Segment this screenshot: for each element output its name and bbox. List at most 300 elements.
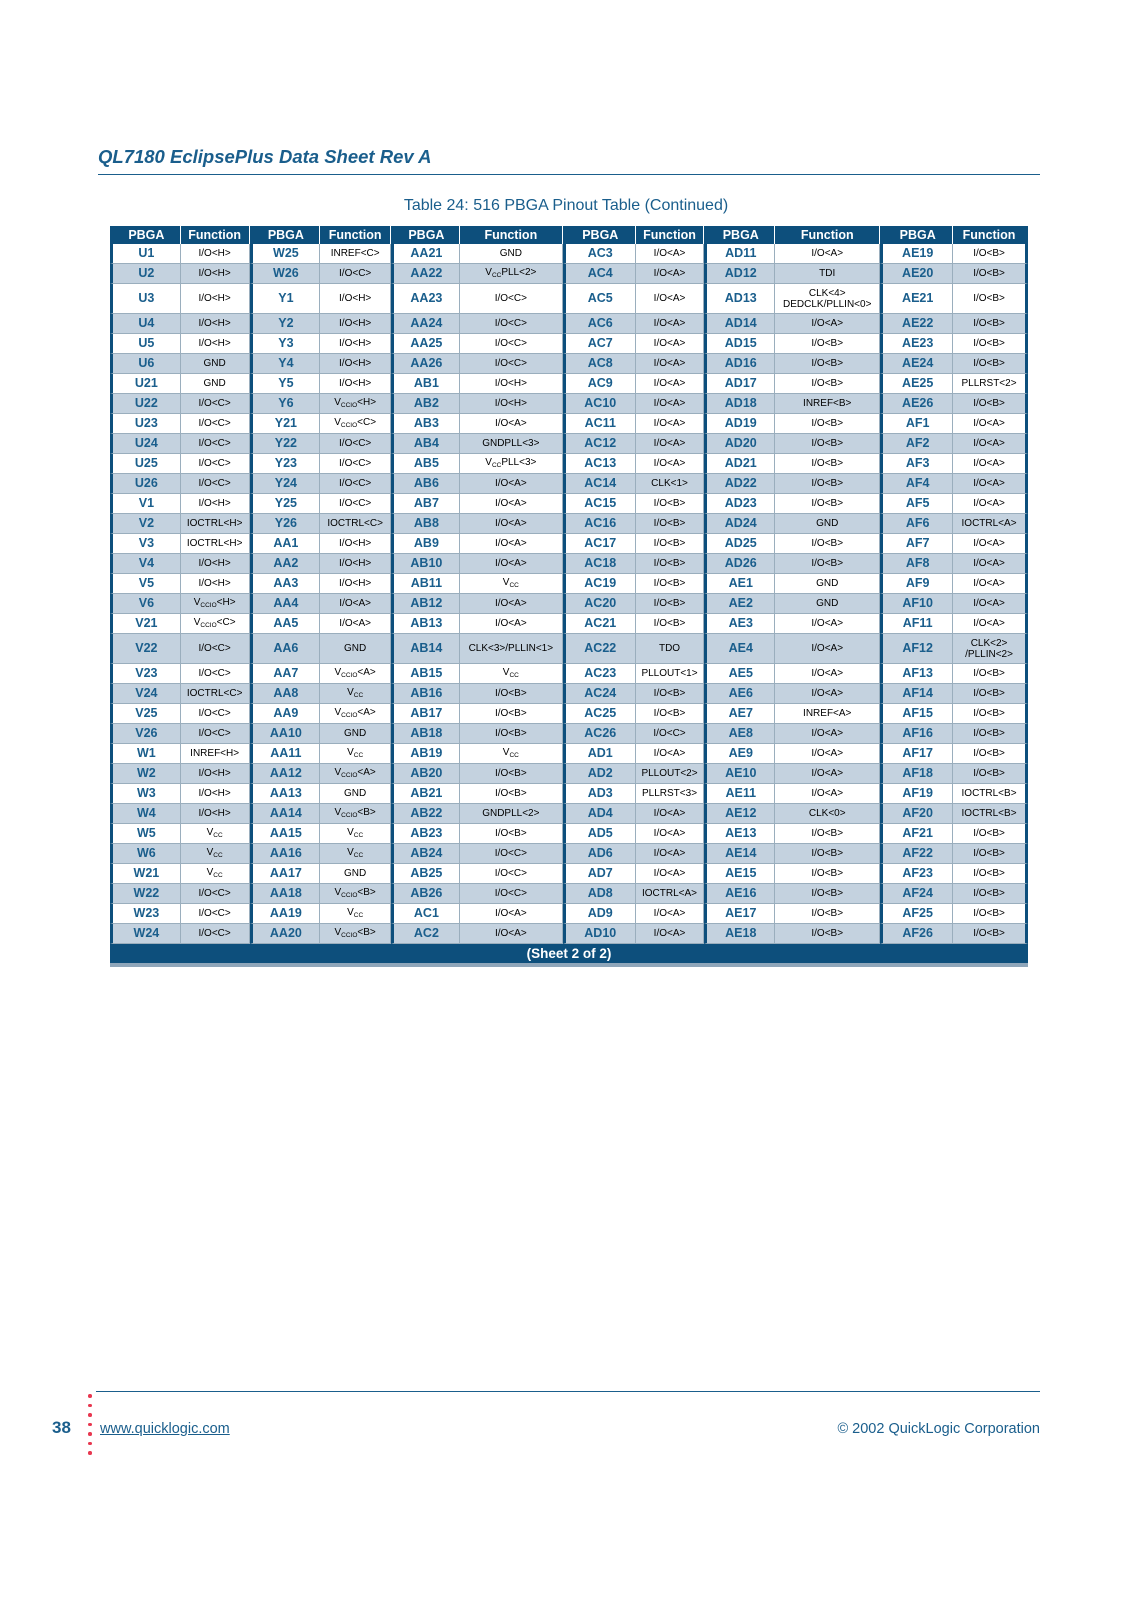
function-cell: $V_{CC}$ [460, 574, 563, 594]
function-cell: $V_{CC}$ [320, 904, 391, 924]
function-cell: I/O<A> [953, 494, 1028, 514]
function-cell: I/O<B> [953, 904, 1028, 924]
function-cell: I/O<B> [460, 824, 563, 844]
function-cell: I/O<A> [636, 924, 705, 944]
function-cell: I/O<A> [953, 414, 1028, 434]
pin-cell: AE12 [704, 804, 775, 824]
function-cell: $V_{CCIO}<H>$ [181, 594, 250, 614]
pin-cell: AE14 [704, 844, 775, 864]
function-cell: I/O<B> [636, 554, 705, 574]
table-row [110, 744, 1028, 764]
table-row [110, 574, 1028, 594]
pin-cell: U4 [110, 314, 181, 334]
function-cell: IOCTRL<B> [953, 784, 1028, 804]
pin-cell: AC10 [563, 394, 636, 414]
pin-cell: AF24 [880, 884, 953, 904]
function-cell: I/O<A> [460, 494, 563, 514]
function-cell: PLLRST<3> [636, 784, 705, 804]
pin-cell: AB24 [391, 844, 460, 864]
table-row [110, 394, 1028, 414]
function-cell: I/O<B> [953, 824, 1028, 844]
function-cell: GND [775, 574, 880, 594]
pin-cell: AD18 [704, 394, 775, 414]
function-cell: $V_{CCIO}<C>$ [181, 614, 250, 634]
column-header: PBGA [563, 226, 636, 244]
table-caption: Table 24: 516 PBGA Pinout Table (Continued) [403, 197, 729, 214]
function-cell: I/O<H> [181, 574, 250, 594]
function-cell: GNDPLL<3> [460, 434, 563, 454]
column-header: Function [775, 226, 880, 244]
function-cell: I/O<C> [320, 494, 391, 514]
table-row [110, 664, 1028, 684]
table-row [110, 354, 1028, 374]
function-cell: I/O<B> [775, 374, 880, 394]
function-cell: $V_{CC}$ [460, 664, 563, 684]
pin-cell: AE23 [880, 334, 953, 354]
function-cell: I/O<A> [775, 614, 880, 634]
pin-cell: AE10 [704, 764, 775, 784]
function-cell: I/O<A> [953, 534, 1028, 554]
function-cell: I/O<A> [636, 454, 705, 474]
pin-cell: V2 [110, 514, 181, 534]
function-cell: I/O<B> [953, 244, 1028, 264]
pin-cell: V4 [110, 554, 181, 574]
function-cell: GND [460, 244, 563, 264]
function-cell: I/O<A> [775, 764, 880, 784]
function-cell: I/O<A> [636, 434, 705, 454]
pin-cell: AD17 [704, 374, 775, 394]
function-cell: I/O<C> [181, 704, 250, 724]
table-row [110, 284, 1028, 314]
function-cell: I/O<C> [460, 314, 563, 334]
function-cell: I/O<C> [460, 884, 563, 904]
pin-cell: AC19 [563, 574, 636, 594]
pin-cell: U3 [110, 284, 181, 314]
pin-cell: AE4 [704, 634, 775, 664]
pin-cell: U23 [110, 414, 181, 434]
pin-cell: W6 [110, 844, 181, 864]
pin-cell: AB3 [391, 414, 460, 434]
pin-cell: AE18 [704, 924, 775, 944]
pin-cell: AD12 [704, 264, 775, 284]
function-cell: IOCTRL<H> [181, 534, 250, 554]
pin-cell: AF2 [880, 434, 953, 454]
pin-cell: AE21 [880, 284, 953, 314]
pin-cell: V6 [110, 594, 181, 614]
function-cell: I/O<B> [775, 824, 880, 844]
function-cell: I/O<C> [320, 434, 391, 454]
table-row [110, 784, 1028, 804]
pin-cell: AF22 [880, 844, 953, 864]
function-cell: I/O<B> [953, 704, 1028, 724]
pin-cell: AA16 [250, 844, 321, 864]
column-header: PBGA [704, 226, 775, 244]
pin-cell: AF6 [880, 514, 953, 534]
pin-cell: V23 [110, 664, 181, 684]
pin-cell: AD25 [704, 534, 775, 554]
pin-cell: AC17 [563, 534, 636, 554]
pin-cell: AE26 [880, 394, 953, 414]
table-header-row [110, 226, 1028, 244]
function-cell: $V_{CCIO}<B>$ [320, 884, 391, 904]
function-cell: I/O<H> [460, 394, 563, 414]
pin-cell: AC11 [563, 414, 636, 434]
pin-cell: AC8 [563, 354, 636, 374]
function-cell: I/O<B> [953, 284, 1028, 314]
function-cell: I/O<A> [460, 904, 563, 924]
pin-cell: AE6 [704, 684, 775, 704]
pin-cell: W26 [250, 264, 321, 284]
pin-cell: W21 [110, 864, 181, 884]
function-cell: I/O<H> [181, 554, 250, 574]
table-row [110, 804, 1028, 824]
pin-cell: AD9 [563, 904, 636, 924]
function-cell: I/O<A> [953, 454, 1028, 474]
function-cell: I/O<A> [460, 614, 563, 634]
pin-cell: AD5 [563, 824, 636, 844]
pin-cell: AC5 [563, 284, 636, 314]
pin-cell: AE2 [704, 594, 775, 614]
function-cell: I/O<A> [775, 784, 880, 804]
pin-cell: AE20 [880, 264, 953, 284]
table-row [110, 724, 1028, 744]
pin-cell: AE25 [880, 374, 953, 394]
table-row [110, 534, 1028, 554]
pin-cell: U24 [110, 434, 181, 454]
function-cell: I/O<B> [775, 454, 880, 474]
pin-cell: U2 [110, 264, 181, 284]
pin-cell: U6 [110, 354, 181, 374]
function-cell: I/O<A> [775, 244, 880, 264]
function-cell: I/O<H> [181, 314, 250, 334]
function-cell: I/O<A> [636, 264, 705, 284]
pin-cell: AC13 [563, 454, 636, 474]
function-cell: I/O<A> [636, 864, 705, 884]
function-cell: I/O<H> [181, 804, 250, 824]
function-cell: I/O<C> [320, 474, 391, 494]
function-cell: I/O<C> [460, 354, 563, 374]
function-cell: PLLOUT<1> [636, 664, 705, 684]
function-cell: I/O<A> [636, 414, 705, 434]
pin-cell: U22 [110, 394, 181, 414]
pin-cell: AA20 [250, 924, 321, 944]
function-cell: I/O<A> [636, 334, 705, 354]
pin-cell: U25 [110, 454, 181, 474]
column-header: PBGA [880, 226, 953, 244]
function-cell: I/O<B> [953, 684, 1028, 704]
function-cell: I/O<A> [460, 554, 563, 574]
function-cell: IOCTRL<B> [953, 804, 1028, 824]
pin-cell: Y2 [250, 314, 321, 334]
function-cell: $V_{CC}$ [181, 844, 250, 864]
pin-cell: W24 [110, 924, 181, 944]
column-header: PBGA [110, 226, 181, 244]
function-cell: I/O<B> [775, 554, 880, 574]
column-header: Function [320, 226, 391, 244]
pin-cell: AD19 [704, 414, 775, 434]
function-cell: I/O<H> [181, 244, 250, 264]
pin-cell: AC14 [563, 474, 636, 494]
pin-cell: AE13 [704, 824, 775, 844]
pin-cell: AF17 [880, 744, 953, 764]
function-cell: I/O<B> [460, 764, 563, 784]
function-cell: I/O<H> [181, 334, 250, 354]
function-cell: I/O<B> [775, 884, 880, 904]
pin-cell: AE8 [704, 724, 775, 744]
function-cell: I/O<C> [181, 474, 250, 494]
pin-cell: AB22 [391, 804, 460, 824]
function-cell: I/O<B> [775, 844, 880, 864]
pin-cell: AC12 [563, 434, 636, 454]
pin-cell: AF9 [880, 574, 953, 594]
pin-cell: W22 [110, 884, 181, 904]
website-link[interactable]: www.quicklogic.com [100, 1421, 230, 1437]
pin-cell: AC24 [563, 684, 636, 704]
pin-cell: AF20 [880, 804, 953, 824]
sheet-indicator: (Sheet 2 of 2) [110, 944, 1028, 967]
function-cell: I/O<B> [775, 494, 880, 514]
function-cell: I/O<A> [460, 924, 563, 944]
function-cell: I/O<A> [636, 284, 705, 314]
pin-cell: AA12 [250, 764, 321, 784]
function-cell: I/O<B> [953, 354, 1028, 374]
function-cell: I/O<B> [775, 354, 880, 374]
function-cell: I/O<B> [775, 474, 880, 494]
pin-cell: Y21 [250, 414, 321, 434]
function-cell: $V_{CC}$ [181, 824, 250, 844]
pin-cell: AC7 [563, 334, 636, 354]
pin-cell: AF4 [880, 474, 953, 494]
function-cell: I/O<B> [953, 314, 1028, 334]
function-cell: I/O<C> [181, 664, 250, 684]
pin-cell: AA26 [391, 354, 460, 374]
pin-cell: AD2 [563, 764, 636, 784]
decorative-dots [88, 1394, 94, 1461]
function-cell: $V_{CCIO}<A>$ [320, 664, 391, 684]
function-cell: IOCTRL<C> [320, 514, 391, 534]
function-cell: I/O<C> [181, 394, 250, 414]
pin-cell: Y6 [250, 394, 321, 414]
function-cell: $V_{CCIO}<A>$ [320, 704, 391, 724]
function-cell: $V_{CC}$ [181, 864, 250, 884]
pin-cell: AB7 [391, 494, 460, 514]
function-cell: INREF<A> [775, 704, 880, 724]
function-cell: GND [181, 354, 250, 374]
pinout-table-container [110, 226, 1028, 967]
function-cell: I/O<B> [775, 534, 880, 554]
function-cell: I/O<B> [953, 884, 1028, 904]
table-row [110, 704, 1028, 724]
table-row [110, 434, 1028, 454]
pin-cell: AC16 [563, 514, 636, 534]
function-cell: I/O<A> [953, 594, 1028, 614]
pin-cell: AC22 [563, 634, 636, 664]
pin-cell: AD4 [563, 804, 636, 824]
pin-cell: AA8 [250, 684, 321, 704]
pin-cell: AD20 [704, 434, 775, 454]
function-cell: I/O<B> [953, 844, 1028, 864]
function-cell: I/O<C> [460, 334, 563, 354]
pin-cell: AF12 [880, 634, 953, 664]
function-cell: I/O<A> [636, 804, 705, 824]
function-cell: I/O<A> [953, 474, 1028, 494]
pin-cell: AD11 [704, 244, 775, 264]
pin-cell: AB13 [391, 614, 460, 634]
pin-cell: AA9 [250, 704, 321, 724]
pin-cell: AA18 [250, 884, 321, 904]
function-cell: I/O<B> [460, 784, 563, 804]
pin-cell: W1 [110, 744, 181, 764]
pin-cell: V3 [110, 534, 181, 554]
pin-cell: AF26 [880, 924, 953, 944]
function-cell: I/O<A> [460, 514, 563, 534]
pin-cell: AD16 [704, 354, 775, 374]
function-cell: GND [320, 784, 391, 804]
function-cell: GND [320, 634, 391, 664]
function-cell: I/O<B> [775, 924, 880, 944]
table-row [110, 844, 1028, 864]
page-number: 38 [52, 1418, 71, 1437]
function-cell: I/O<A> [636, 354, 705, 374]
pin-cell: AF8 [880, 554, 953, 574]
pin-cell: U21 [110, 374, 181, 394]
pin-cell: AA10 [250, 724, 321, 744]
pin-cell: AE16 [704, 884, 775, 904]
function-cell: I/O<C> [181, 924, 250, 944]
pin-cell: AD8 [563, 884, 636, 904]
pin-cell: AC1 [391, 904, 460, 924]
table-row [110, 764, 1028, 784]
pin-cell: Y5 [250, 374, 321, 394]
pin-cell: AD1 [563, 744, 636, 764]
pin-cell: AA14 [250, 804, 321, 824]
function-cell: I/O<H> [320, 534, 391, 554]
table-row [110, 904, 1028, 924]
pin-cell: AD10 [563, 924, 636, 944]
pin-cell: AC20 [563, 594, 636, 614]
function-cell: I/O<H> [320, 284, 391, 314]
function-cell: TDI [775, 264, 880, 284]
function-cell: I/O<A> [775, 724, 880, 744]
function-cell: I/O<C> [181, 904, 250, 924]
pin-cell: AB21 [391, 784, 460, 804]
pin-cell: AB8 [391, 514, 460, 534]
pin-cell: Y24 [250, 474, 321, 494]
pin-cell: Y4 [250, 354, 321, 374]
pin-cell: AA15 [250, 824, 321, 844]
pin-cell: AF11 [880, 614, 953, 634]
function-cell: $V_{CCIO}<H>$ [320, 394, 391, 414]
function-cell: I/O<C> [636, 724, 705, 744]
function-cell: I/O<B> [460, 684, 563, 704]
pin-cell: AF18 [880, 764, 953, 784]
pin-cell: Y1 [250, 284, 321, 314]
pin-cell: AF25 [880, 904, 953, 924]
function-cell: I/O<A> [636, 844, 705, 864]
pin-cell: AA5 [250, 614, 321, 634]
function-cell: I/O<A> [775, 664, 880, 684]
table-row [110, 454, 1028, 474]
pin-cell: AD3 [563, 784, 636, 804]
function-cell: $V_{CC}$ [460, 744, 563, 764]
function-cell: IOCTRL<A> [953, 514, 1028, 534]
function-cell: I/O<B> [636, 684, 705, 704]
pin-cell: AC9 [563, 374, 636, 394]
pin-cell: AA6 [250, 634, 321, 664]
function-cell: TDO [636, 634, 705, 664]
pin-cell: AA13 [250, 784, 321, 804]
pin-cell: AD14 [704, 314, 775, 334]
pin-cell: AA17 [250, 864, 321, 884]
function-cell: I/O<C> [181, 414, 250, 434]
pin-cell: AC15 [563, 494, 636, 514]
table-row [110, 824, 1028, 844]
pin-cell: V25 [110, 704, 181, 724]
function-cell: I/O<A> [775, 744, 880, 764]
function-cell: I/O<B> [775, 904, 880, 924]
function-cell: CLK<1> [636, 474, 705, 494]
function-cell: I/O<B> [636, 594, 705, 614]
function-cell: $V_{CC}PLL<3>$ [460, 454, 563, 474]
pin-cell: AF16 [880, 724, 953, 744]
pin-cell: AA19 [250, 904, 321, 924]
pin-cell: AE3 [704, 614, 775, 634]
function-cell: PLLOUT<2> [636, 764, 705, 784]
function-cell: I/O<A> [775, 634, 880, 664]
pin-cell: AB14 [391, 634, 460, 664]
function-cell: I/O<B> [953, 864, 1028, 884]
function-cell: I/O<A> [636, 374, 705, 394]
pin-cell: W25 [250, 244, 321, 264]
column-header: Function [953, 226, 1028, 244]
table-row [110, 334, 1028, 354]
table-row [110, 594, 1028, 614]
function-cell: INREF<C> [320, 244, 391, 264]
pin-cell: AF3 [880, 454, 953, 474]
pin-cell: Y23 [250, 454, 321, 474]
pin-cell: AC6 [563, 314, 636, 334]
table-row [110, 864, 1028, 884]
function-cell: I/O<B> [636, 704, 705, 724]
pin-cell: AA24 [391, 314, 460, 334]
table-row [110, 264, 1028, 284]
function-cell: I/O<H> [320, 374, 391, 394]
function-cell: IOCTRL<C> [181, 684, 250, 704]
function-cell: $V_{CCIO}<B>$ [320, 804, 391, 824]
pin-cell: AF10 [880, 594, 953, 614]
column-header: Function [460, 226, 563, 244]
function-cell: I/O<A> [320, 614, 391, 634]
pin-cell: AE1 [704, 574, 775, 594]
function-cell: I/O<A> [953, 554, 1028, 574]
function-cell: $V_{CC}PLL<2>$ [460, 264, 563, 284]
function-cell: CLK<4> DEDCLK/PLLIN<0> [775, 284, 880, 314]
table-row [110, 924, 1028, 944]
function-cell: IOCTRL<H> [181, 514, 250, 534]
pin-cell: V24 [110, 684, 181, 704]
function-cell: I/O<A> [460, 474, 563, 494]
pin-cell: AC3 [563, 244, 636, 264]
pin-cell: AF23 [880, 864, 953, 884]
pin-cell: AE9 [704, 744, 775, 764]
pin-cell: AF7 [880, 534, 953, 554]
table-row [110, 884, 1028, 904]
function-cell: I/O<H> [320, 314, 391, 334]
function-cell: I/O<A> [460, 594, 563, 614]
table-row [110, 494, 1028, 514]
page-header [98, 146, 1040, 175]
function-cell: I/O<B> [953, 394, 1028, 414]
